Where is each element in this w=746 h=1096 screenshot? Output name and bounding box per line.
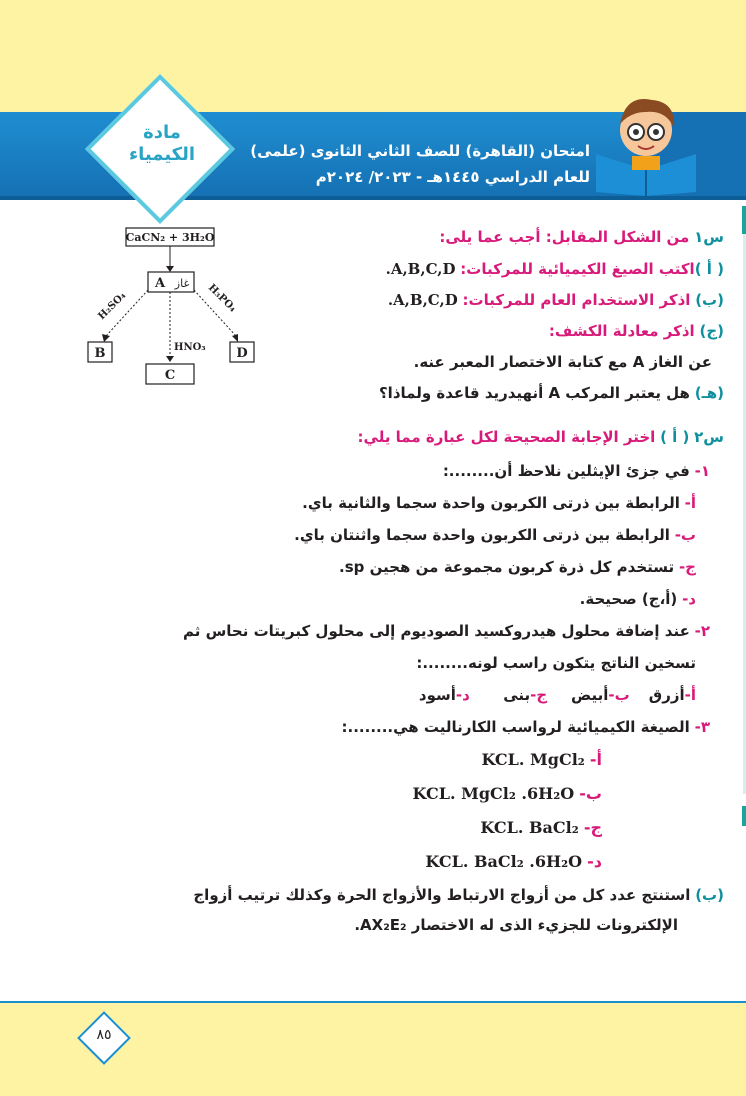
edge-accent-mid xyxy=(742,806,746,826)
page-number: ٨٥ xyxy=(96,1027,112,1043)
q2-item3-option-c: ج- KCL. BaCl₂ xyxy=(480,818,602,837)
q1-d-line: عن الغاز A مع كتابة الاختصار المعبر عنه. xyxy=(413,353,712,371)
q2-item2-line2: تسخين الناتج يتكون راسب لونه........: xyxy=(416,654,696,672)
q1-intro: من الشكل المقابل: أجب عما يلى: xyxy=(439,228,690,246)
q2-item2-line1: ٢- عند إضافة محلول هيدروكسيد الصوديوم إلى محلول كبريتات نحاس ثم xyxy=(182,622,710,640)
subject-line2: الكيمياء xyxy=(128,144,196,165)
q2-badge: س xyxy=(703,428,724,446)
q2-badge-num: ٢ xyxy=(694,428,704,446)
q2-item3-option-d: د- KCL. BaCl₂ .6H₂O xyxy=(425,852,602,871)
q1-a: ( أ )اكتب الصيغ الكيميائية للمركبات: A,B,C,D. xyxy=(385,260,724,278)
diagram-left-reagent: H₂SO₄ xyxy=(96,290,129,323)
q2-item2-options: أ-أزرق ب-أبيض ج-بنى د-أسود xyxy=(418,686,696,704)
q2-item3-option-b: ب- KCL. MgCl₂ .6H₂O xyxy=(412,784,602,803)
subject-label xyxy=(100,122,224,166)
bottom-rule xyxy=(0,1001,746,1003)
q2-item1-option-a: أ- الرابطة بين ذرتى الكربون واحدة سجما والثانية باي. xyxy=(302,494,696,512)
q2-item3-option-a: أ- KCL. MgCl₂ xyxy=(481,750,602,769)
q1-c: (ج) اذكر معادلة الكشف: xyxy=(548,322,724,340)
diagram-box-d: D xyxy=(236,346,248,361)
diagram-mid-reagent: HNO₃ xyxy=(174,342,206,353)
diagram-gas-label: غاز xyxy=(174,277,190,290)
q1-intro-line xyxy=(439,228,724,246)
edge-accent-top xyxy=(742,206,746,234)
header-stripe xyxy=(0,196,746,200)
q2-b-line1: (ب) استنتج عدد كل من أزواج الارتباط والأزواج الحرة وكذلك ترتيب أزواج xyxy=(193,886,724,904)
exam-title: امتحان (القاهرة) للصف الثاني الثانوى (علمى) xyxy=(250,142,590,160)
q1-badge: س xyxy=(703,228,724,246)
subject-line1: مادة xyxy=(143,122,181,143)
q1-e: (هـ) هل يعتبر المركب A أنهيدريد قاعدة ولماذا؟ xyxy=(378,384,724,402)
q2-item1-option-d: د- (أ،ج) صحيحة. xyxy=(579,590,696,608)
q2-intro-line: س٢ ( أ ) اختر الإجابة الصحيحة لكل عبارة مما يلي: xyxy=(357,428,724,446)
diagram-right-reagent: H₃PO₄ xyxy=(205,282,239,315)
q2-b-line2: الإلكترونات للجزيء الذى له الاختصار AX₂E₂. xyxy=(354,916,678,934)
diagram-box-b: B xyxy=(94,346,106,361)
q2-item3: ٣- الصيغة الكيميائية لرواسب الكارناليت هي........: xyxy=(341,718,710,736)
diagram-box-c: C xyxy=(164,368,176,383)
q2-item1-option-b: ب- الرابطة بين ذرتى الكربون واحدة سجما واثنتان باي. xyxy=(294,526,696,544)
reaction-diagram xyxy=(80,224,270,394)
exam-year: للعام الدراسي ١٤٤٥هـ - ٢٠٢٣/ ٢٠٢٤م xyxy=(315,168,590,186)
q2-item1: ١- في جزئ الإيثلين نلاحظ أن........: xyxy=(442,462,710,480)
diagram-top-box: CaCN₂ + 3H₂O xyxy=(125,231,215,244)
diagram-gas-letter: A xyxy=(154,276,166,291)
student-reading-icon xyxy=(586,84,706,196)
q1-badge-num: ١ xyxy=(694,228,704,246)
q2-item1-option-c: ج- تستخدم كل ذرة كربون مجموعة من هجين sp. xyxy=(339,558,696,576)
q1-b: (ب) اذكر الاستخدام العام للمركبات: A,B,C,D. xyxy=(387,291,724,309)
